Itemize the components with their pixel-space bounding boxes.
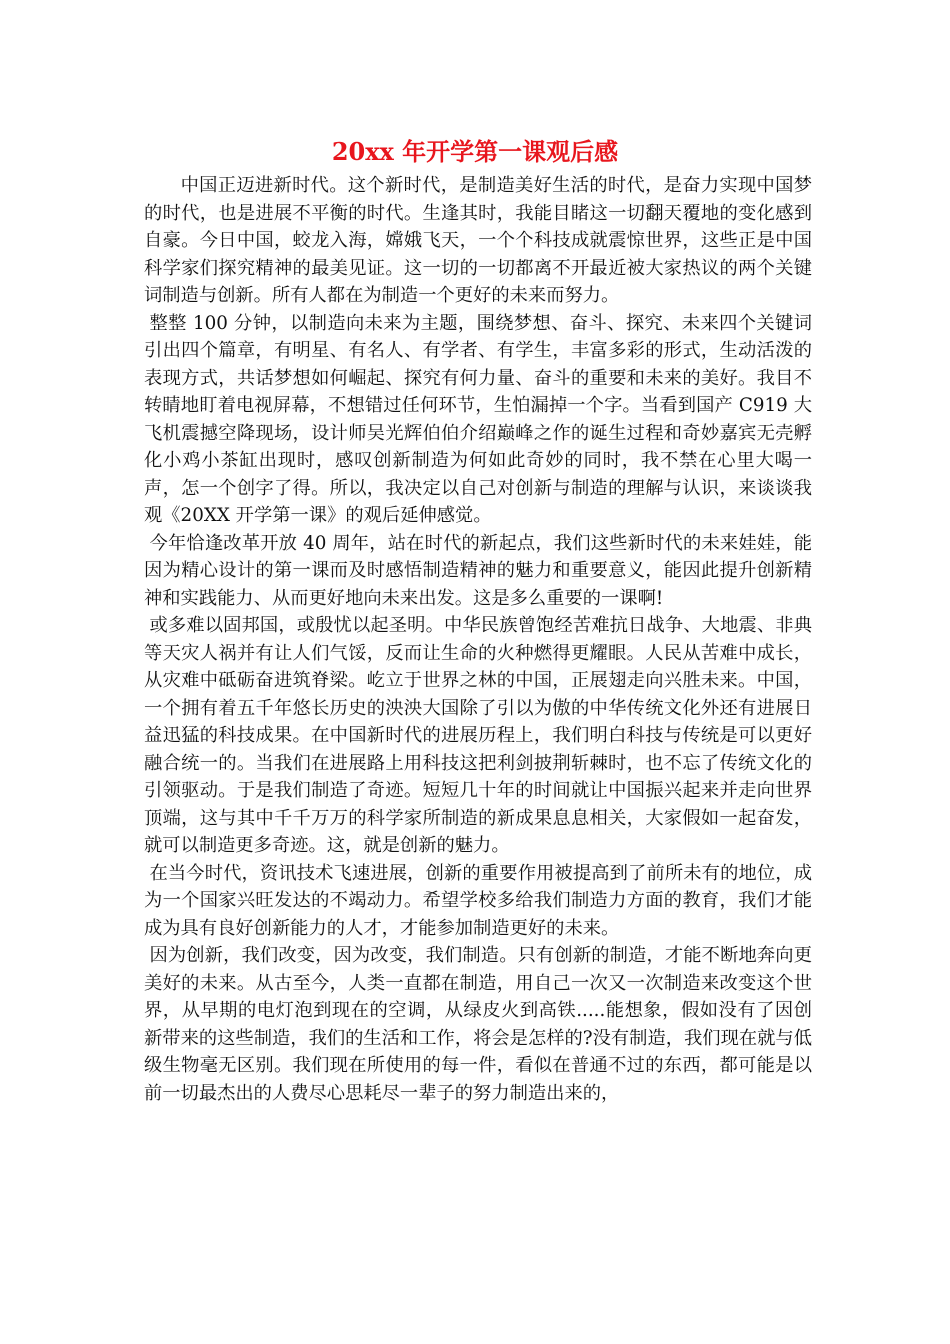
paragraph: 因为创新，我们改变，因为改变，我们制造。只有创新的制造，才能不断地奔向更美好的未来。从古至今，人类一直都在制造，用自己一次又一次制造来改变这个世界，从早期的电灯泡到现在的空调，从绿皮火到高铁.....能想象，假如没有了因创新带来的这些制造，我们的生活和工作，将会是怎样的?没有制造，我们现在就与低级生物毫无区别。我们现在所使用的每一件，看似在普通不过的东西，都可能是以前一切最杰出的人费尽心思耗尽一辈子的努力制造出来的， [144, 945, 812, 1104]
document-title: 20xx 年开学第一课观后感 [331, 137, 619, 166]
paragraph: 中国正迈进新时代。这个新时代，是制造美好生活的时代，是奋力实现中国梦的时代，也是进展不平衡的时代。生逢其时，我能目睹这一切翻天覆地的变化感到自豪。今日中国，蛟龙入海，嫦娥飞天，一个个科技成就震惊世界，这些正是中国科学家们探究精神的最美见证。这一切的一切都离不开最近被大家热议的两个关键词制造与创新。所有人都在为制造一个更好的未来而努力。 [144, 175, 812, 306]
document-body [144, 172, 812, 1107]
paragraph: 或多难以固邦国，或殷忧以起圣明。中华民族曾饱经苦难抗日战争、大地震、非典等天灾人祸并有让人们气馁，反而让生命的火种燃得更耀眼。人民从苦难中成长，从灾难中砥砺奋进筑脊梁。屹立于世界之林的中国，正展翅走向兴胜未来。中国，一个拥有着五千年悠长历史的泱泱大国除了引以为傲的中华传统文化外还有进展日益迅猛的科技成果。在中国新时代的进展历程上，我们明白科技与传统是可以更好融合统一的。当我们在进展路上用科技这把利剑披荆斩棘时，也不忘了传统文化的引领驱动。于是我们制造了奇迹。短短几十年的时间就让中国振兴起来并走向世界顶端，这与其中千千万万的科学家所制造的新成果息息相关，大家假如一起奋发，就可以制造更多奇迹。这，就是创新的魅力。 [144, 615, 812, 856]
paragraph: 整整 100 分钟，以制造向未来为主题，围绕梦想、奋斗、探究、未来四个关键词引出四个篇章，有明星、有名人、有学者、有学生，丰富多彩的形式，生动活泼的表现方式，共话梦想如何崛起、探究有何力量、奋斗的重要和未来的美好。我目不转睛地盯着电视屏幕，不想错过任何环节，生怕漏掉一个字。当看到国产 C919 大飞机震撼空降现场，设计师吴光辉伯伯介绍巅峰之作的诞生过程和奇妙嘉宾无壳孵化小鸡小茶缸出现时，感叹创新制造为何如此奇妙的同时，我不禁在心里大喝一声，怎一个创字了得。所以，我决定以自己对创新与制造的理解与认识，来谈谈我观《20XX 开学第一课》的观后延伸感觉。 [144, 312, 812, 526]
paragraph: 今年恰逢改革开放 40 周年，站在时代的新起点，我们这些新时代的未来娃娃，能因为精心设计的第一课而及时感悟制造精神的魅力和重要意义，能因此提升创新精神和实践能力、从而更好地向未来出发。这是多么重要的一课啊! [144, 532, 812, 609]
paragraph: 在当今时代，资讯技术飞速进展，创新的重要作用被提高到了前所未有的地位，成为一个国家兴旺发达的不竭动力。希望学校多给我们制造力方面的教育，我们才能成为具有良好创新能力的人才，才能参加制造更好的未来。 [144, 862, 812, 939]
